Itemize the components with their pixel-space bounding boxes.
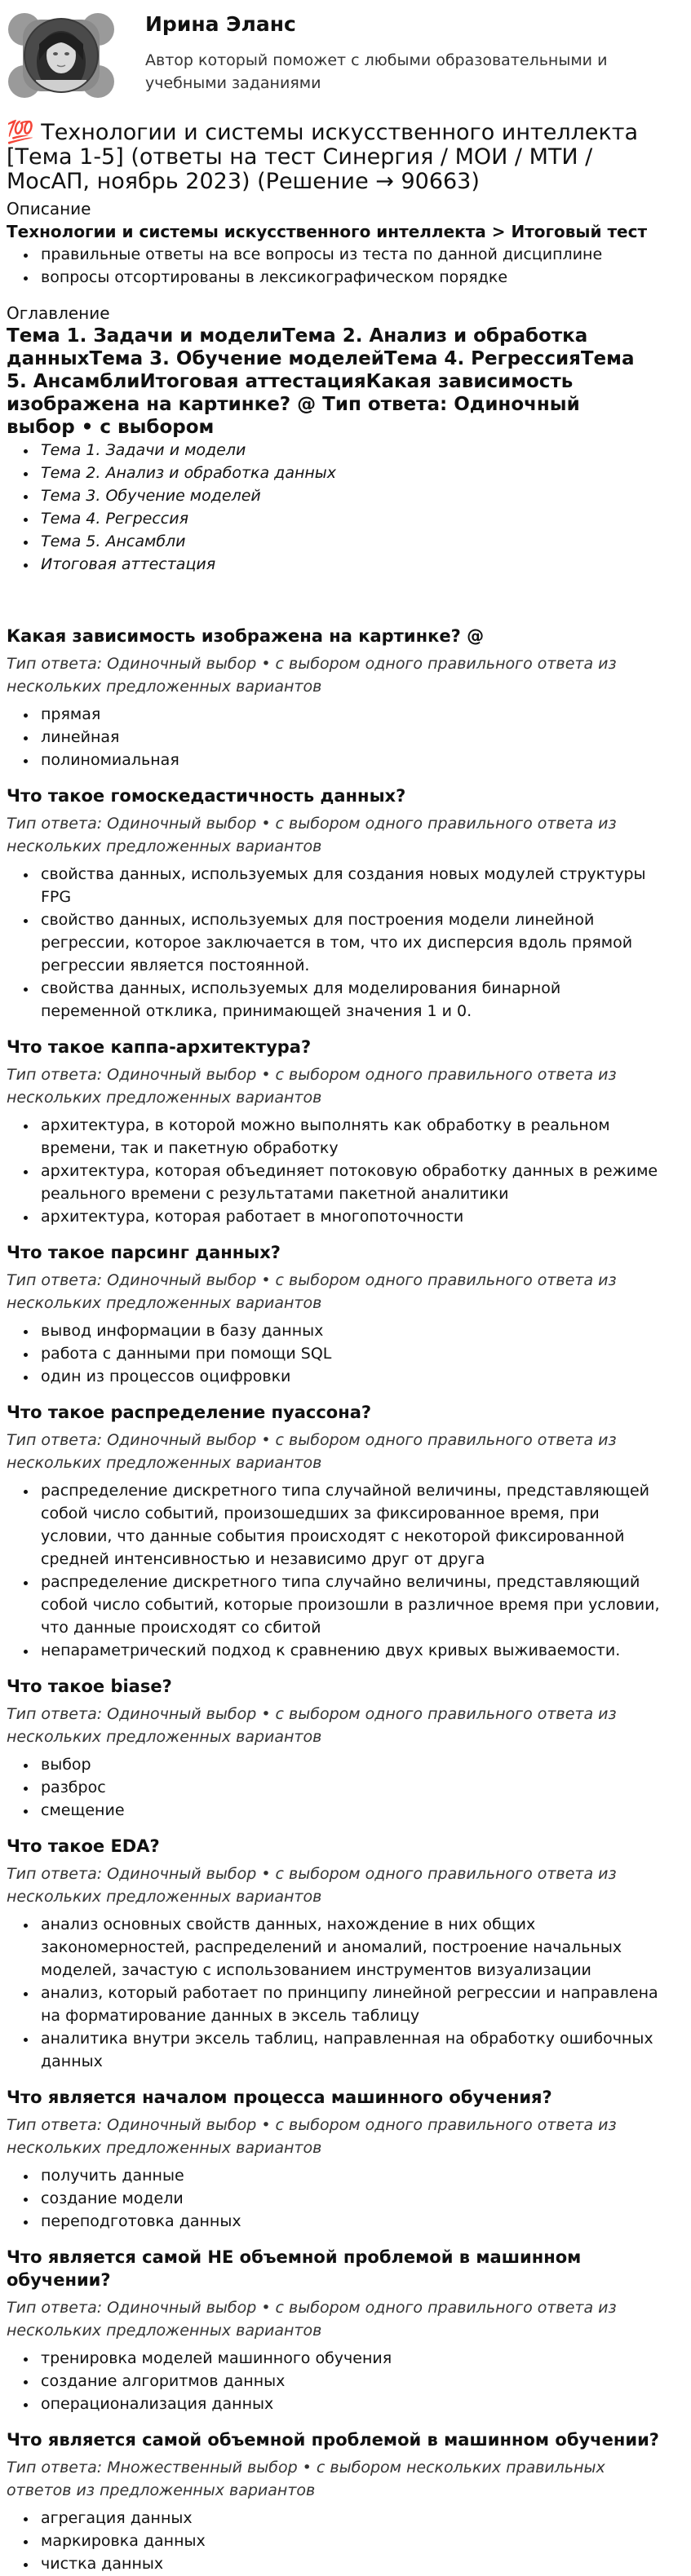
description-label: Описание [7, 199, 91, 219]
question-type: Тип ответа: Одиночный выбор • с выбором одного правильного ответа из нескольких предложенных вариантов [7, 2116, 617, 2157]
answer-item: • смещение [38, 1799, 661, 1822]
answer-item: • выбор [38, 1753, 661, 1776]
toc-item[interactable]: • Итоговая аттестация [38, 553, 691, 576]
description-list [7, 243, 691, 289]
answer-list [7, 863, 691, 1023]
breadcrumb: Технологии и системы искусственного интеллекта > Итоговый тест [7, 222, 648, 241]
question [7, 1401, 691, 1662]
answer-list [7, 2507, 691, 2575]
answer-item: • операционализация данных [38, 2393, 661, 2415]
question-title: Что является самой объемной проблемой в машинном обучении? [7, 2430, 659, 2450]
answer-list [7, 1319, 691, 1388]
questions [7, 625, 691, 2575]
answer-item: • свойство данных, используемых для построения модели линейной регрессии, которое заключается в том, что их дисперсия вдоль прямой регрессии является постоянной. [38, 908, 661, 977]
answer-item: • распределение дискретного типа случайной величины, представляющей собой число событий, произошедших за фиксированное время, при условии, что данные события происходят с некоторой фиксированной средней интенсивностью и независимо друг от друга [38, 1479, 661, 1571]
answer-item: • получить данные [38, 2164, 661, 2187]
toc-item[interactable]: • Тема 5. Ансамбли [38, 530, 691, 553]
question-type: Тип ответа: Одиночный выбор • с выбором одного правильного ответа из нескольких предложенных вариантов [7, 1271, 617, 1312]
list-item: • вопросы отсортированы в лексикографическом порядке [38, 266, 691, 289]
answer-list [7, 1479, 691, 1662]
answer-item: • свойства данных, используемых для моделирования бинарной переменной отклика, принимающей значения 1 и 0. [38, 977, 661, 1023]
question [7, 1241, 691, 1388]
toc-item[interactable]: • Тема 1. Задачи и модели [38, 439, 691, 462]
question [7, 2428, 691, 2575]
answer-item: • анализ основных свойств данных, нахождение в них общих закономерностей, распределений и аномалий, построение начальных моделей, зачастую с использованием инструментов визуализации [38, 1913, 661, 1982]
answer-item: • создание алгоритмов данных [38, 2370, 661, 2393]
question-title: Что является началом процесса машинного обучения? [7, 2088, 552, 2107]
question-type: Тип ответа: Одиночный выбор • с выбором одного правильного ответа из нескольких предложенных вариантов [7, 655, 617, 696]
question-type: Тип ответа: Одиночный выбор • с выбором одного правильного ответа из нескольких предложенных вариантов [7, 815, 617, 855]
toc-item[interactable]: • Тема 2. Анализ и обработка данных [38, 462, 691, 484]
list-item: • правильные ответы на все вопросы из теста по данной дисциплине [38, 243, 691, 266]
answer-list [7, 703, 691, 771]
question-title: Что такое распределение пуассона? [7, 1403, 372, 1422]
answer-item: • разброс [38, 1776, 661, 1799]
answer-list [7, 2164, 691, 2233]
answer-item: • архитектура, которая работает в многопоточности [38, 1205, 661, 1228]
answer-item: • линейная [38, 726, 661, 749]
question-type: Тип ответа: Одиночный выбор • с выбором одного правильного ответа из нескольких предложенных вариантов [7, 1865, 617, 1906]
question [7, 784, 691, 1023]
answer-item: • создание модели [38, 2187, 661, 2210]
author-header [7, 0, 691, 113]
question-type: Тип ответа: Одиночный выбор • с выбором одного правильного ответа из нескольких предложенных вариантов [7, 2299, 617, 2340]
question [7, 625, 691, 771]
answer-item: • полиномиальная [38, 749, 661, 771]
author-info [145, 11, 691, 95]
toc-item[interactable]: • Тема 4. Регрессия [38, 507, 691, 530]
question-title: Что такое biase? [7, 1677, 172, 1696]
answer-list [7, 1913, 691, 2073]
answer-item: • аналитика внутри эксель таблиц, направленная на обработку ошибочных данных [38, 2027, 661, 2073]
page-title: 💯 Технологии и системы искусственного интеллекта [Тема 1-5] (ответы на тест Синергия / МОИ / МТИ / МосАП, ноябрь 2023) (Решение → 90663) [7, 120, 639, 194]
answer-list [7, 1114, 691, 1228]
answer-item: • архитектура, которая объединяет потоковую обработку данных в режиме реального времени с результатами пакетной аналитики [38, 1160, 661, 1205]
answer-item: • агрегация данных [38, 2507, 661, 2530]
answer-item: • вывод информации в базу данных [38, 1319, 661, 1342]
question-title: Что такое EDA? [7, 1836, 160, 1856]
answer-item: • прямая [38, 703, 661, 726]
answer-item: • распределение дискретного типа случайно величины, представляющий собой число событий, которые произошли в различное время при условии, что данные происходят со сбитой [38, 1571, 661, 1639]
author-avatar[interactable] [7, 11, 116, 99]
question-title: Что такое каппа-архитектура? [7, 1037, 312, 1057]
answer-item: • свойства данных, используемых для создания новых модулей структуры FPG [38, 863, 661, 908]
answer-list [7, 1753, 691, 1822]
toc-title: Тема 1. Задачи и моделиТема 2. Анализ и обработка данныхТема 3. Обучение моделейТема 4. РегрессияТема 5. АнсамблиИтоговая аттестацияКакая зависимость изображена на картинке? @ Тип ответа: Одиночный выбор • с выбором [7, 325, 635, 438]
question [7, 2246, 691, 2415]
question-type: Тип ответа: Одиночный выбор • с выбором одного правильного ответа из нескольких предложенных вариантов [7, 1066, 617, 1107]
question-title: Что такое парсинг данных? [7, 1243, 281, 1262]
question [7, 2086, 691, 2233]
answer-item: • один из процессов оцифровки [38, 1365, 661, 1388]
toc-label: Оглавление [7, 303, 110, 323]
author-description: Автор который поможет с любыми образовательными и учебными заданиями [145, 51, 608, 92]
answer-list [7, 2347, 691, 2415]
question [7, 1675, 691, 1822]
question [7, 1036, 691, 1228]
answer-item: • тренировка моделей машинного обучения [38, 2347, 661, 2370]
answer-item: • работа с данными при помощи SQL [38, 1342, 661, 1365]
answer-item: • чистка данных [38, 2552, 661, 2575]
question-title: Какая зависимость изображена на картинке? @ [7, 626, 485, 646]
answer-item: • маркировка данных [38, 2530, 661, 2552]
question-type: Тип ответа: Одиночный выбор • с выбором одного правильного ответа из нескольких предложенных вариантов [7, 1705, 617, 1746]
answer-item: • архитектура, в которой можно выполнять как обработку в реальном времени, так и пакетную обработку [38, 1114, 661, 1160]
question [7, 1835, 691, 2073]
author-name[interactable]: Ирина Эланс [145, 12, 296, 36]
question-type: Тип ответа: Множественный выбор • с выбором нескольких правильных ответов из предложенных вариантов [7, 2459, 605, 2499]
answer-item: • анализ, который работает по принципу линейной регрессии и направлена на форматирование данных в эксель таблицу [38, 1982, 661, 2027]
answer-item: • непараметрический подход к сравнению двух кривых выживаемости. [38, 1639, 661, 1662]
question-title: Что такое гомоскедастичность данных? [7, 786, 406, 806]
toc-item[interactable]: • Тема 3. Обучение моделей [38, 484, 691, 507]
toc-list [7, 439, 691, 576]
answer-item: • переподготовка данных [38, 2210, 661, 2233]
question-type: Тип ответа: Одиночный выбор • с выбором одного правильного ответа из нескольких предложенных вариантов [7, 1431, 617, 1472]
question-title: Что является самой НЕ объемной проблемой в машинном обучении? [7, 2247, 582, 2290]
